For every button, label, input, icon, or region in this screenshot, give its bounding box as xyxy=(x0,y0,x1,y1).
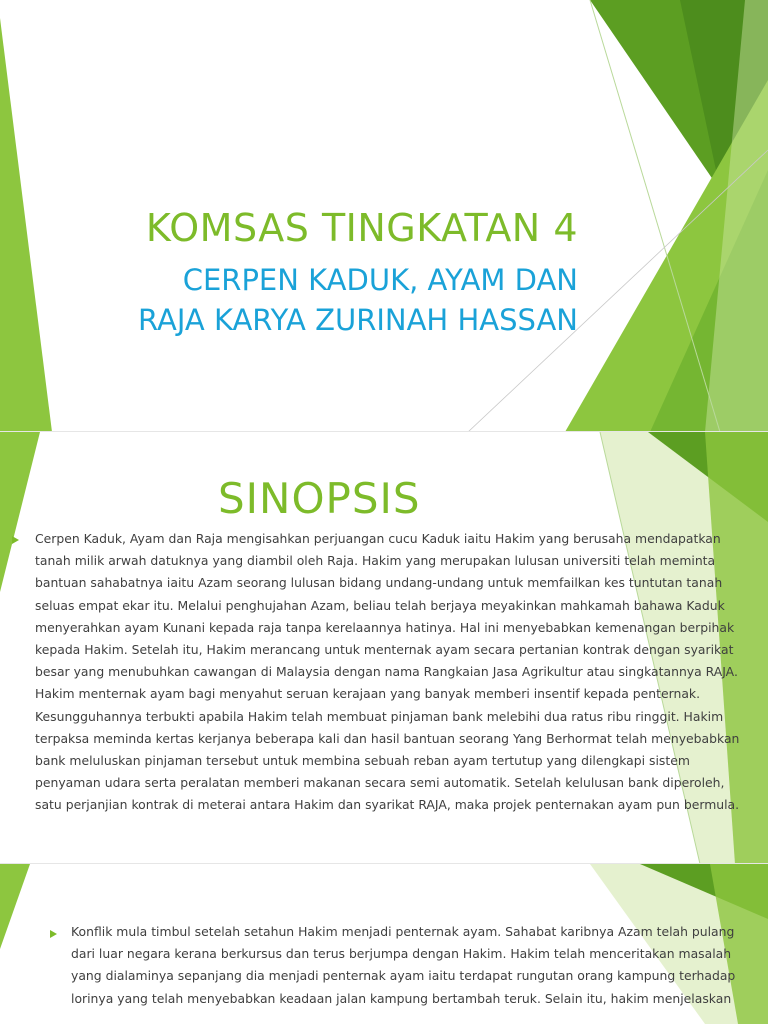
conflict-paragraph: Konflik mula timbul setelah setahun Hakim menjadi penternak ayam. Sahabat karibnya Azam telah pulang dari luar negara kerana berkursus dan terus berjumpa dengan Hakim. Hakim telah menceritakan masalah yang dialaminya sepanjang dia menjadi penternak ayam iaitu terdapat rungutan orang kampung terhadap lorinya yang telah menyebabkan keadaan jalan kampung bertambah teruk. Selain itu, hakim menjelaskan xyxy=(71,924,736,1006)
subtitle-line-2: RAJA KARYA ZURINAH HASSAN xyxy=(138,303,578,337)
slide-title-text: KOMSAS TINGKATAN 4 xyxy=(145,206,578,250)
slide-sinopsis xyxy=(0,432,768,864)
slide-subtitle xyxy=(0,260,578,340)
left-green-sliver xyxy=(0,432,40,592)
synopsis-paragraph: Cerpen Kaduk, Ayam dan Raja mengisahkan perjuangan cucu Kaduk iaitu Hakim yang berusaha mendapatkan tanah milik arwah datuknya yang diambil oleh Raja. Hakim yang merupakan lulusan universiti telah meminta bantuan sahabatnya iaitu Azam seorang lulusan bidang undang-undang untuk memfailkan kes tuntutan tanah seluas empat ekar itu. Melalui penghujahan Azam, beliau telah berjaya meyakinkan mahkamah bahawa Kaduk menyerahkan ayam Kunani kepada raja tanpa kerelaannya hatinya. Hal ini menyebabkan kemenangan berpihak kepada Hakim. Setelah itu, Hakim merancang untuk menternak ayam secara pertanian kontrak dengan syarikat besar yang menubuhkan cawangan di Malaysia dengan nama Rangkaian Jasa Agrikultur atau singkatannya RAJA. Hakim menternak ayam bagi menyahut seruan kerajaan yang banyak memberi insentif kepada penternak. Kesungguhannya terbukti apabila Hakim telah membuat pinjaman bank melebihi dua ratus ribu ringgit. Hakim terpaksa meminda kertas kerjanya beberapa kali dan hasil bantuan seorang Yang Berhormat telah menyebabkan bank meluluskan pinjaman tersebut untuk membina sebuah reban ayam tertutup yang dilengkapi sistem penyaman udara serta peralatan memberi makanan secara semi automatik. Setelah kelulusan bank diperoleh, satu perjanjian kontrak di meterai antara Hakim dan syarikat RAJA, maka projek penternakan ayam pun bermula. xyxy=(35,531,740,813)
slide-title xyxy=(0,0,768,432)
slide-heading: SINOPSIS xyxy=(218,474,421,523)
bullet-arrow-icon xyxy=(12,536,19,544)
subtitle-line-1: CERPEN KADUK, AYAM DAN xyxy=(182,263,578,297)
bullet-arrow-icon xyxy=(50,930,57,938)
slide-konflik xyxy=(0,864,768,1024)
left-green-sliver xyxy=(0,864,30,949)
